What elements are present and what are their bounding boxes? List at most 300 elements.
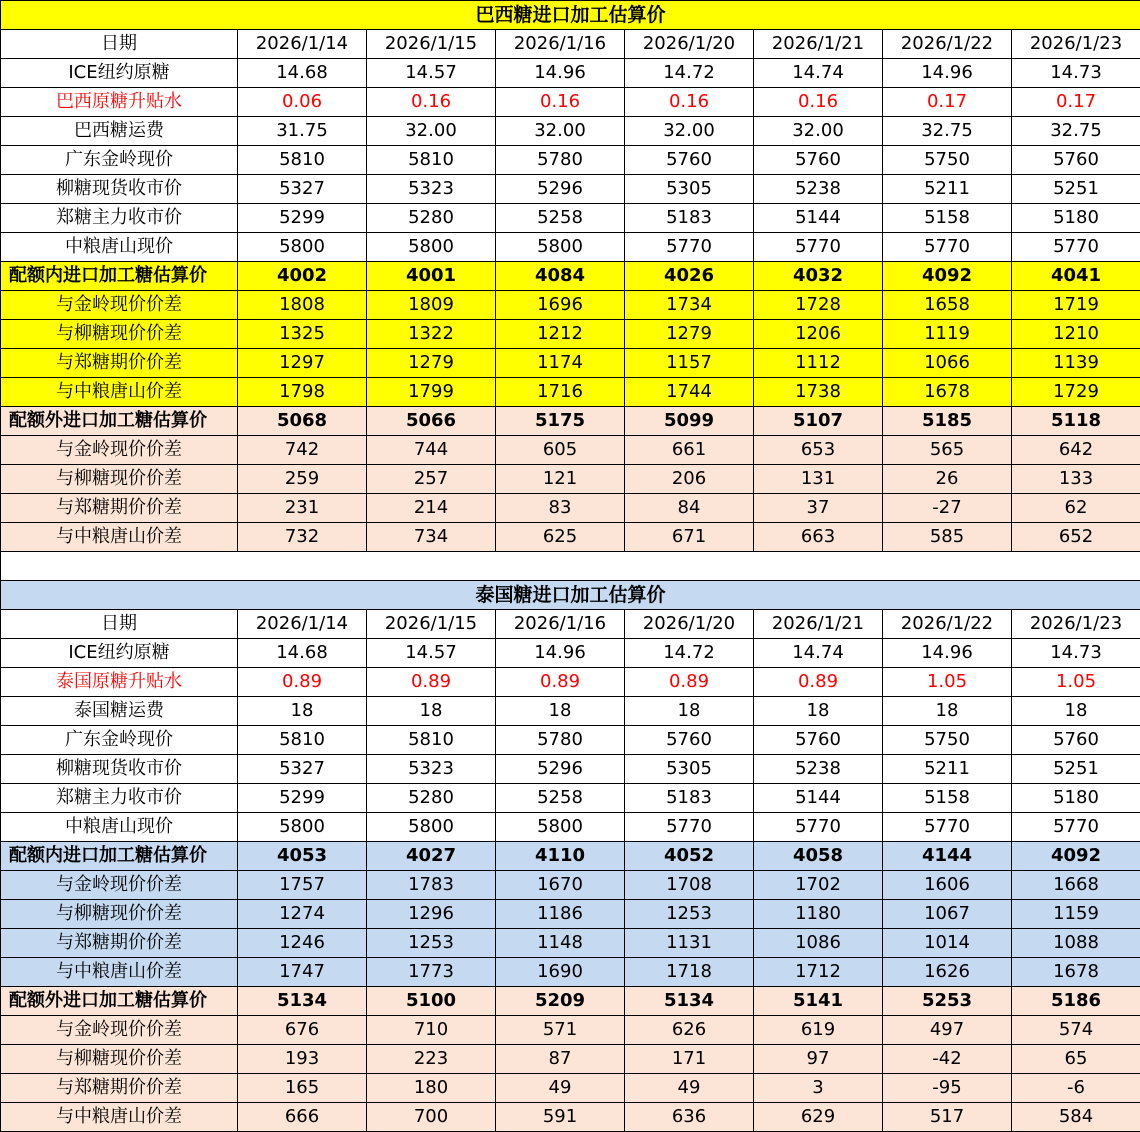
value-cell: 0.16	[625, 88, 754, 117]
value-cell: 5211	[883, 175, 1012, 204]
row-label: 泰国糖运费	[1, 697, 238, 726]
value-cell: 4002	[238, 262, 367, 291]
value-cell: 1712	[754, 958, 883, 987]
table-row	[1, 1103, 1140, 1132]
value-cell: 18	[496, 697, 625, 726]
value-cell: 1744	[625, 378, 754, 407]
value-cell: 1088	[1012, 929, 1140, 958]
value-cell: 1180	[754, 900, 883, 929]
value-cell: 4032	[754, 262, 883, 291]
value-cell: 732	[238, 523, 367, 552]
value-cell: 742	[238, 436, 367, 465]
value-cell: 131	[754, 465, 883, 494]
value-cell: 5305	[625, 175, 754, 204]
table-row	[1, 494, 1140, 523]
table-row	[1, 871, 1140, 900]
value-cell: 1325	[238, 320, 367, 349]
value-cell: 1086	[754, 929, 883, 958]
row-label: 与柳糖现价价差	[1, 465, 238, 494]
value-cell: 5299	[238, 204, 367, 233]
row-label: 配额外进口加工糖估算价	[1, 987, 238, 1016]
row-label: 与郑糖期价价差	[1, 929, 238, 958]
table-row	[1, 523, 1140, 552]
value-cell: 1119	[883, 320, 1012, 349]
value-cell: 1279	[367, 349, 496, 378]
value-cell: 0.16	[754, 88, 883, 117]
value-cell: 5238	[754, 755, 883, 784]
table-row	[1, 146, 1140, 175]
value-cell: 5770	[883, 233, 1012, 262]
value-cell: 14.96	[883, 59, 1012, 88]
row-label: 与中粮唐山价差	[1, 1103, 238, 1132]
value-cell: 32.00	[367, 117, 496, 146]
value-cell: 5258	[496, 784, 625, 813]
value-cell: 1206	[754, 320, 883, 349]
value-cell: 5770	[754, 813, 883, 842]
value-cell: 5296	[496, 755, 625, 784]
value-cell: 5810	[238, 726, 367, 755]
value-cell: 1747	[238, 958, 367, 987]
date-header-cell: 2026/1/23	[1012, 610, 1140, 639]
value-cell: 5800	[238, 813, 367, 842]
value-cell: 37	[754, 494, 883, 523]
value-cell: 666	[238, 1103, 367, 1132]
value-cell: 626	[625, 1016, 754, 1045]
value-cell: 4110	[496, 842, 625, 871]
date-header-label: 日期	[1, 610, 238, 639]
value-cell: 65	[1012, 1045, 1140, 1074]
value-cell: 5800	[238, 233, 367, 262]
row-label: 与郑糖期价价差	[1, 349, 238, 378]
value-cell: 0.89	[496, 668, 625, 697]
table-row	[1, 262, 1140, 291]
section-title: 泰国糖进口加工估算价	[1, 581, 1140, 610]
table-row	[1, 59, 1140, 88]
value-cell: 497	[883, 1016, 1012, 1045]
value-cell: 5158	[883, 204, 1012, 233]
value-cell: 0.17	[883, 88, 1012, 117]
row-label: 与金岭现价价差	[1, 436, 238, 465]
table-row	[1, 668, 1140, 697]
value-cell: 259	[238, 465, 367, 494]
row-label: 配额外进口加工糖估算价	[1, 407, 238, 436]
value-cell: 5251	[1012, 175, 1140, 204]
table-row	[1, 407, 1140, 436]
value-cell: 5760	[754, 726, 883, 755]
value-cell: 231	[238, 494, 367, 523]
table-row	[1, 378, 1140, 407]
value-cell: 4092	[883, 262, 1012, 291]
value-cell: 4027	[367, 842, 496, 871]
value-cell: 1757	[238, 871, 367, 900]
table-row	[1, 842, 1140, 871]
brazil-date-header-row	[1, 30, 1140, 59]
value-cell: 700	[367, 1103, 496, 1132]
value-cell: 5253	[883, 987, 1012, 1016]
value-cell: 710	[367, 1016, 496, 1045]
value-cell: 5118	[1012, 407, 1140, 436]
table-row	[1, 784, 1140, 813]
value-cell: 5760	[1012, 726, 1140, 755]
value-cell: 32.75	[1012, 117, 1140, 146]
spacer-cell	[1, 552, 1140, 581]
value-cell: 14.74	[754, 639, 883, 668]
table-row	[1, 320, 1140, 349]
row-label: 配额内进口加工糖估算价	[1, 842, 238, 871]
table-row	[1, 958, 1140, 987]
brazil-title-row	[1, 1, 1140, 30]
value-cell: 5327	[238, 175, 367, 204]
table-row	[1, 88, 1140, 117]
value-cell: -6	[1012, 1074, 1140, 1103]
value-cell: 5068	[238, 407, 367, 436]
value-cell: 1718	[625, 958, 754, 987]
value-cell: 1186	[496, 900, 625, 929]
date-header-cell: 2026/1/16	[496, 610, 625, 639]
value-cell: 214	[367, 494, 496, 523]
value-cell: 31.75	[238, 117, 367, 146]
value-cell: 1728	[754, 291, 883, 320]
value-cell: 5180	[1012, 784, 1140, 813]
value-cell: 5770	[883, 813, 1012, 842]
table-row	[1, 1016, 1140, 1045]
value-cell: 1279	[625, 320, 754, 349]
row-label: 郑糖主力收市价	[1, 204, 238, 233]
value-cell: 4053	[238, 842, 367, 871]
value-cell: 652	[1012, 523, 1140, 552]
value-cell: 571	[496, 1016, 625, 1045]
value-cell: 661	[625, 436, 754, 465]
value-cell: 83	[496, 494, 625, 523]
value-cell: 133	[1012, 465, 1140, 494]
date-header-cell: 2026/1/22	[883, 610, 1012, 639]
value-cell: 1246	[238, 929, 367, 958]
value-cell: 1253	[625, 900, 754, 929]
value-cell: 1606	[883, 871, 1012, 900]
value-cell: 734	[367, 523, 496, 552]
value-cell: 5144	[754, 784, 883, 813]
value-cell: 171	[625, 1045, 754, 1074]
thailand-title-row	[1, 581, 1140, 610]
section-title: 巴西糖进口加工估算价	[1, 1, 1140, 30]
row-label: 中粮唐山现价	[1, 233, 238, 262]
value-cell: 585	[883, 523, 1012, 552]
value-cell: 5750	[883, 726, 1012, 755]
value-cell: 1690	[496, 958, 625, 987]
value-cell: 4058	[754, 842, 883, 871]
value-cell: 5183	[625, 204, 754, 233]
value-cell: 5760	[625, 146, 754, 175]
value-cell: 165	[238, 1074, 367, 1103]
value-cell: 1210	[1012, 320, 1140, 349]
value-cell: 636	[625, 1103, 754, 1132]
value-cell: 5305	[625, 755, 754, 784]
value-cell: 180	[367, 1074, 496, 1103]
row-label: 与柳糖现价价差	[1, 320, 238, 349]
value-cell: 14.72	[625, 639, 754, 668]
value-cell: 18	[367, 697, 496, 726]
value-cell: 5299	[238, 784, 367, 813]
value-cell: 223	[367, 1045, 496, 1074]
value-cell: 26	[883, 465, 1012, 494]
value-cell: 1809	[367, 291, 496, 320]
row-label: 与金岭现价价差	[1, 291, 238, 320]
value-cell: 584	[1012, 1103, 1140, 1132]
value-cell: 5770	[625, 813, 754, 842]
table-row	[1, 349, 1140, 378]
value-cell: 744	[367, 436, 496, 465]
row-label: 广东金岭现价	[1, 726, 238, 755]
value-cell: 1678	[883, 378, 1012, 407]
value-cell: 5211	[883, 755, 1012, 784]
date-header-cell: 2026/1/21	[754, 610, 883, 639]
row-label: ICE纽约原糖	[1, 639, 238, 668]
value-cell: 1274	[238, 900, 367, 929]
value-cell: 5780	[496, 726, 625, 755]
value-cell: 14.73	[1012, 639, 1140, 668]
value-cell: 4092	[1012, 842, 1140, 871]
date-header-cell: 2026/1/23	[1012, 30, 1140, 59]
value-cell: 1296	[367, 900, 496, 929]
value-cell: 5296	[496, 175, 625, 204]
value-cell: 14.96	[883, 639, 1012, 668]
value-cell: 629	[754, 1103, 883, 1132]
value-cell: 1253	[367, 929, 496, 958]
value-cell: 5323	[367, 175, 496, 204]
row-label: 郑糖主力收市价	[1, 784, 238, 813]
value-cell: 1174	[496, 349, 625, 378]
value-cell: 4052	[625, 842, 754, 871]
value-cell: 5258	[496, 204, 625, 233]
value-cell: 5750	[883, 146, 1012, 175]
value-cell: 1678	[1012, 958, 1140, 987]
value-cell: 1799	[367, 378, 496, 407]
table-row	[1, 175, 1140, 204]
value-cell: 1708	[625, 871, 754, 900]
row-label: 中粮唐山现价	[1, 813, 238, 842]
date-header-cell: 2026/1/15	[367, 610, 496, 639]
date-header-cell: 2026/1/16	[496, 30, 625, 59]
value-cell: 619	[754, 1016, 883, 1045]
table-row	[1, 726, 1140, 755]
value-cell: 1212	[496, 320, 625, 349]
value-cell: 14.57	[367, 639, 496, 668]
value-cell: 5238	[754, 175, 883, 204]
value-cell: 1729	[1012, 378, 1140, 407]
value-cell: 1783	[367, 871, 496, 900]
row-label: 与柳糖现价价差	[1, 1045, 238, 1074]
value-cell: 5158	[883, 784, 1012, 813]
value-cell: 0.89	[754, 668, 883, 697]
value-cell: 653	[754, 436, 883, 465]
row-label: 与中粮唐山价差	[1, 523, 238, 552]
date-header-cell: 2026/1/20	[625, 30, 754, 59]
value-cell: 5800	[367, 813, 496, 842]
value-cell: 0.89	[238, 668, 367, 697]
value-cell: 5175	[496, 407, 625, 436]
value-cell: 87	[496, 1045, 625, 1074]
value-cell: 193	[238, 1045, 367, 1074]
value-cell: 3	[754, 1074, 883, 1103]
value-cell: 5770	[754, 233, 883, 262]
value-cell: 591	[496, 1103, 625, 1132]
value-cell: -95	[883, 1074, 1012, 1103]
row-label: 与柳糖现价价差	[1, 900, 238, 929]
value-cell: 18	[754, 697, 883, 726]
value-cell: 5327	[238, 755, 367, 784]
value-cell: 18	[883, 697, 1012, 726]
date-header-cell: 2026/1/14	[238, 30, 367, 59]
value-cell: 1658	[883, 291, 1012, 320]
value-cell: 0.89	[367, 668, 496, 697]
value-cell: 0.17	[1012, 88, 1140, 117]
value-cell: 5770	[625, 233, 754, 262]
value-cell: 18	[238, 697, 367, 726]
row-label: 与金岭现价价差	[1, 1016, 238, 1045]
row-label: 与中粮唐山价差	[1, 378, 238, 407]
value-cell: 84	[625, 494, 754, 523]
value-cell: 1702	[754, 871, 883, 900]
value-cell: 49	[496, 1074, 625, 1103]
value-cell: 1066	[883, 349, 1012, 378]
value-cell: 0.16	[496, 88, 625, 117]
value-cell: 5107	[754, 407, 883, 436]
value-cell: 121	[496, 465, 625, 494]
table-row	[1, 204, 1140, 233]
value-cell: 5760	[625, 726, 754, 755]
value-cell: 5134	[238, 987, 367, 1016]
value-cell: 5209	[496, 987, 625, 1016]
value-cell: 18	[625, 697, 754, 726]
value-cell: 5810	[238, 146, 367, 175]
value-cell: 5800	[367, 233, 496, 262]
value-cell: 14.74	[754, 59, 883, 88]
value-cell: 1139	[1012, 349, 1140, 378]
row-label: 泰国原糖升贴水	[1, 668, 238, 697]
date-header-cell: 2026/1/20	[625, 610, 754, 639]
table-row	[1, 813, 1140, 842]
row-label: 与郑糖期价价差	[1, 1074, 238, 1103]
value-cell: 1668	[1012, 871, 1140, 900]
table-row	[1, 755, 1140, 784]
value-cell: 1696	[496, 291, 625, 320]
value-cell: 5770	[1012, 813, 1140, 842]
value-cell: 1297	[238, 349, 367, 378]
value-cell: 14.68	[238, 59, 367, 88]
value-cell: 1798	[238, 378, 367, 407]
value-cell: 206	[625, 465, 754, 494]
value-cell: 5141	[754, 987, 883, 1016]
value-cell: -27	[883, 494, 1012, 523]
value-cell: 4041	[1012, 262, 1140, 291]
value-cell: 1719	[1012, 291, 1140, 320]
table-row	[1, 436, 1140, 465]
value-cell: 5180	[1012, 204, 1140, 233]
value-cell: 517	[883, 1103, 1012, 1132]
value-cell: 1626	[883, 958, 1012, 987]
value-cell: 5760	[754, 146, 883, 175]
table-row	[1, 639, 1140, 668]
value-cell: 1716	[496, 378, 625, 407]
value-cell: 257	[367, 465, 496, 494]
value-cell: 14.96	[496, 639, 625, 668]
date-header-cell: 2026/1/14	[238, 610, 367, 639]
table-row	[1, 291, 1140, 320]
value-cell: 4026	[625, 262, 754, 291]
value-cell: 1131	[625, 929, 754, 958]
date-header-label: 日期	[1, 30, 238, 59]
value-cell: 1014	[883, 929, 1012, 958]
row-label: 广东金岭现价	[1, 146, 238, 175]
value-cell: 5099	[625, 407, 754, 436]
value-cell: 4144	[883, 842, 1012, 871]
table-row	[1, 900, 1140, 929]
value-cell: 1.05	[1012, 668, 1140, 697]
value-cell: 1773	[367, 958, 496, 987]
value-cell: 1808	[238, 291, 367, 320]
value-cell: 676	[238, 1016, 367, 1045]
row-label: 与金岭现价价差	[1, 871, 238, 900]
value-cell: 1159	[1012, 900, 1140, 929]
date-header-cell: 2026/1/22	[883, 30, 1012, 59]
value-cell: 49	[625, 1074, 754, 1103]
table-row	[1, 929, 1140, 958]
section-spacer	[1, 552, 1140, 581]
value-cell: 14.68	[238, 639, 367, 668]
value-cell: 32.75	[883, 117, 1012, 146]
value-cell: 5760	[1012, 146, 1140, 175]
value-cell: 14.57	[367, 59, 496, 88]
row-label: 巴西糖运费	[1, 117, 238, 146]
value-cell: 1.05	[883, 668, 1012, 697]
value-cell: 5280	[367, 784, 496, 813]
value-cell: 32.00	[754, 117, 883, 146]
value-cell: 1148	[496, 929, 625, 958]
table-row	[1, 233, 1140, 262]
table-row	[1, 697, 1140, 726]
value-cell: 1322	[367, 320, 496, 349]
row-label: 与郑糖期价价差	[1, 494, 238, 523]
value-cell: 671	[625, 523, 754, 552]
row-label: 巴西原糖升贴水	[1, 88, 238, 117]
value-cell: 5810	[367, 726, 496, 755]
value-cell: 5280	[367, 204, 496, 233]
date-header-cell: 2026/1/15	[367, 30, 496, 59]
value-cell: 5186	[1012, 987, 1140, 1016]
value-cell: 663	[754, 523, 883, 552]
value-cell: 1734	[625, 291, 754, 320]
value-cell: 5100	[367, 987, 496, 1016]
value-cell: 0.16	[367, 88, 496, 117]
row-label: 柳糖现货收市价	[1, 755, 238, 784]
value-cell: 5800	[496, 813, 625, 842]
table-row	[1, 1074, 1140, 1103]
row-label: ICE纽约原糖	[1, 59, 238, 88]
value-cell: 1157	[625, 349, 754, 378]
table-row	[1, 1045, 1140, 1074]
value-cell: 5810	[367, 146, 496, 175]
value-cell: 32.00	[625, 117, 754, 146]
value-cell: 1738	[754, 378, 883, 407]
value-cell: 97	[754, 1045, 883, 1074]
value-cell: 14.96	[496, 59, 625, 88]
value-cell: 565	[883, 436, 1012, 465]
value-cell: 574	[1012, 1016, 1140, 1045]
value-cell: 5134	[625, 987, 754, 1016]
value-cell: 5066	[367, 407, 496, 436]
row-label: 配额内进口加工糖估算价	[1, 262, 238, 291]
value-cell: 5144	[754, 204, 883, 233]
